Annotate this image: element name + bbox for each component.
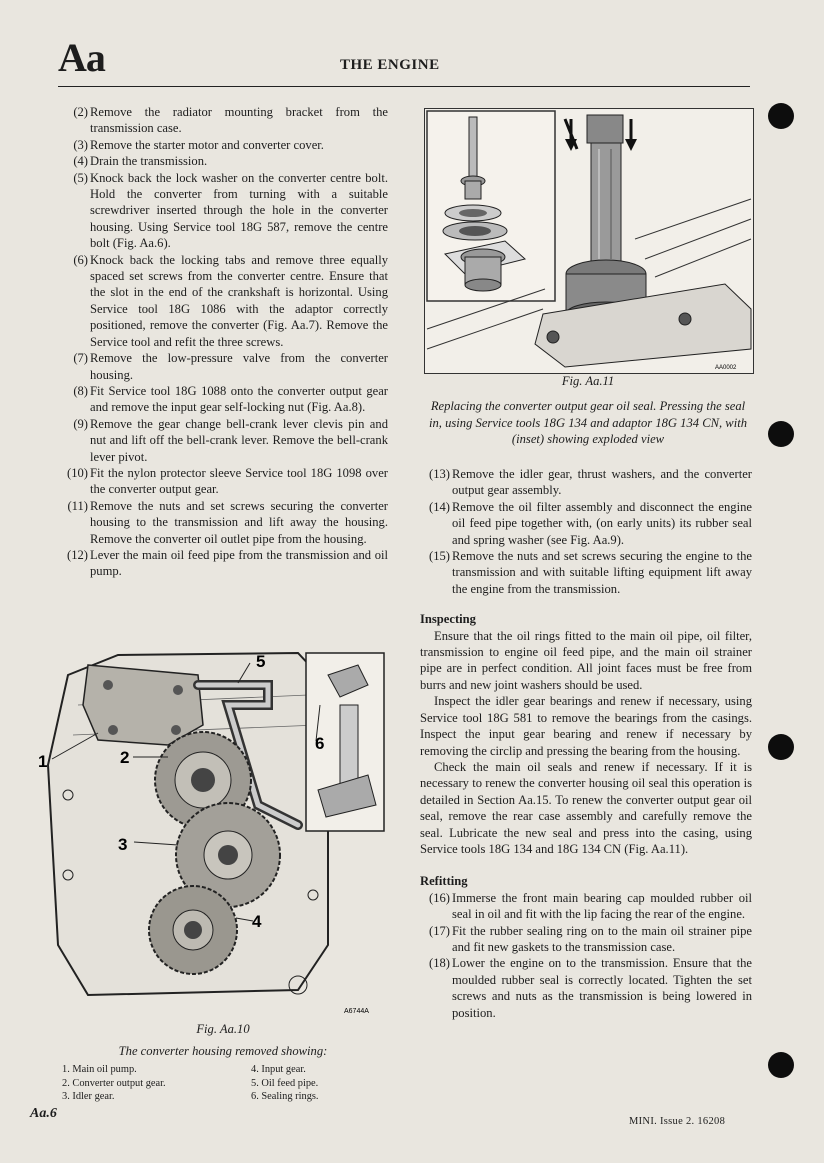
fig-aa10-label: Fig. Aa.10 <box>196 1022 250 1036</box>
figure-reference: AA0002 <box>715 365 737 371</box>
fig-aa10-illustration <box>28 645 398 1020</box>
inspecting-heading: Inspecting <box>420 612 476 627</box>
legend-item: 2. Converter output gear. <box>62 1077 166 1089</box>
fig-aa10-legend-right <box>251 1063 391 1104</box>
step-item: (11) Remove the nuts and set screws securing the converter housing to the transmission and lift away the housing. Remove the converter oil outlet pipe from the housing. <box>67 498 388 546</box>
inspecting-paragraph: Check the main oil seals and renew if necessary. If it is necessary to renew the converter housing oil seal this operation is detailed in Section Aa.15. To renew the converter output gear oil seal, remove the rear case assembly and carefully remove the seal. Lubricate the new seal and press into the casing, using Service tools 18G 134 and 18G 134 CN (Fig. Aa.11). <box>420 759 752 856</box>
step-item: (18) Lower the engine on to the transmission. Ensure that the moulded rubber seal is correctly located. Tighten the set screws and nuts as the transmission is being lowered in position. <box>429 956 752 1020</box>
step-item: (5) Knock back the lock washer on the converter centre bolt. Hold the converter from turning with a suitable screwdriver inserted through the hole in the converter housing. Using Service tool 18G 587, remove the centre bolt (Fig. Aa.6). <box>73 170 388 251</box>
callout-label: 2 <box>120 748 130 767</box>
fig-aa10-caption: The converter housing removed showing: <box>118 1044 328 1058</box>
legend-item: 3. Idler gear. <box>62 1091 115 1102</box>
refitting-heading: Refitting <box>420 874 468 889</box>
fig-aa11-illustration <box>424 108 754 374</box>
step-item: (7) Remove the low-pressure valve from the converter housing. <box>73 351 388 382</box>
step-item: (12) Lever the main oil feed pipe from the transmission and oil pump. <box>67 547 388 579</box>
right-steps-column <box>420 466 752 1021</box>
step-item: (10) Fit the nylon protector sleeve Service tool 18G 1098 over the converter output gear. <box>67 465 388 497</box>
figure-reference: A6744A <box>344 1008 369 1015</box>
step-item: (14) Remove the oil filter assembly and disconnect the engine oil feed pipe together with, (on early units) its rubber seal and spring washer (see Fig. Aa.9). <box>429 499 752 547</box>
legend-item: 1. Main oil pump. <box>62 1064 137 1075</box>
issue-info: MINI. Issue 2. 16208 <box>629 1116 726 1127</box>
section-code: Aa <box>58 35 105 80</box>
step-item: (17) Fit the rubber sealing ring on to the main oil strainer pipe and fit new gaskets to the transmission case. <box>429 923 752 954</box>
step-item: (9) Remove the gear change bell-crank lever clevis pin and nut and lift off the bell-crank lever. Remove the bell-crank lever pivot. <box>73 416 388 464</box>
punch-hole-icon <box>768 1052 794 1078</box>
step-item: (3) Remove the starter motor and converter cover. <box>73 137 324 152</box>
step-item: (6) Knock back the locking tabs and remove three equally spaced set screws from the converter centre. Ensure that the slot in the end of the crankshaft is horizontal. Using Service tool 18G 1086 with the adaptor correctly positioned, remove the converter (Fig. Aa.7). Remove the Service tool and refit the three screws. <box>73 252 388 349</box>
step-item: (8) Fit Service tool 18G 1088 onto the converter output gear and remove the input gear self-locking nut (Fig. Aa.8). <box>73 383 388 415</box>
callout-label: 5 <box>256 652 266 671</box>
callout-label: 3 <box>118 835 128 854</box>
step-item: (16) Immerse the front main bearing cap moulded rubber oil seal in oil and fit with the lip facing the rear of the engine. <box>429 890 752 922</box>
punch-hole-icon <box>768 103 794 129</box>
page-title: THE ENGINE <box>340 57 440 73</box>
fig-aa11-label: Fig. Aa.11 <box>561 374 615 388</box>
step-item: (13) Remove the idler gear, thrust washers, and the converter output gear assembly. <box>429 467 752 498</box>
seal-press-drawing <box>425 109 753 373</box>
step-item: (15) Remove the nuts and set screws securing the engine to the transmission and with suitable lifting equipment lift away the engine from the transmission. <box>429 549 752 596</box>
page-number: Aa.6 <box>30 1106 57 1121</box>
inspecting-paragraph: Ensure that the oil rings fitted to the main oil pipe, oil filter, transmission to engine oil feed pipe, and the main oil strainer pipe are in perfect condition. All joint faces must be free from burrs and new joint washers should be used. <box>420 628 752 692</box>
step-item: (4) Drain the transmission. <box>73 154 208 169</box>
converter-housing-drawing <box>28 645 398 1020</box>
punch-hole-icon <box>768 734 794 760</box>
inspecting-paragraph: Inspect the idler gear bearings and renew if necessary, using Service tool 18G 581 to remove the bearings from the casings. Inspect the input gear bearing and renew if necessary by removing the circlip and pressing the bearing from the housing. <box>420 694 752 758</box>
callout-label: 1 <box>38 752 48 771</box>
left-steps-column <box>58 104 388 580</box>
legend-item: 4. Input gear. <box>251 1064 306 1075</box>
fig-aa11-caption: Replacing the converter output gear oil seal. Pressing the seal in, using Service tools 18G 134 and adaptor 18G 134 CN, with (inset) showing exploded view <box>429 399 747 446</box>
fig-aa10-legend-left <box>62 1063 252 1104</box>
legend-item: 5. Oil feed pipe. <box>251 1077 319 1089</box>
callout-label: 6 <box>315 734 325 753</box>
header-divider <box>58 86 750 87</box>
step-item: (2) Remove the radiator mounting bracket from the transmission case. <box>73 105 388 136</box>
legend-item: 6. Sealing rings. <box>251 1091 319 1102</box>
punch-hole-icon <box>768 421 794 447</box>
callout-label: 4 <box>252 912 262 931</box>
